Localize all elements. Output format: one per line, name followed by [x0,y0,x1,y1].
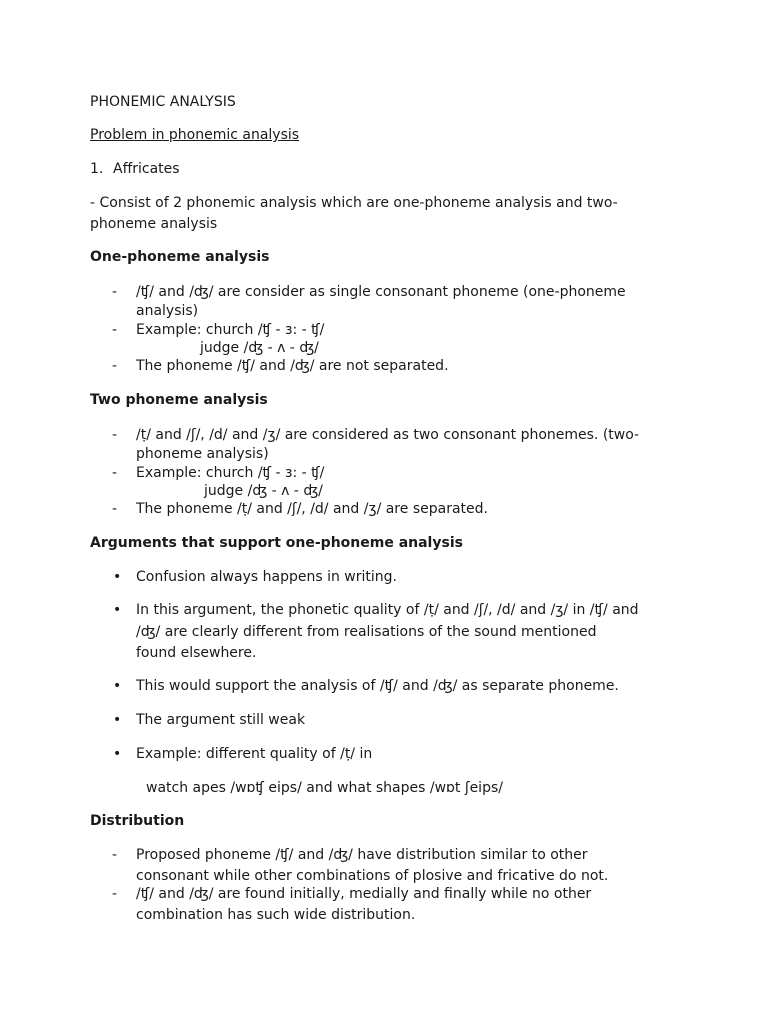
list-item: Example: church /ʧ - ɜ: - ʧ/ [136,465,325,481]
bullet-item-continuation: found elsewhere. [136,645,257,661]
list-dash: - [112,322,118,338]
list-dash: - [112,427,118,443]
list-item: Proposed phoneme /ʧ/ and /ʤ/ have distribution similar to other [136,847,588,863]
list-dash: - [112,465,118,481]
page-title: PHONEMIC ANALYSIS [90,94,236,110]
section-number: 1. [90,161,104,177]
list-item-continuation: combination has such wide distribution. [136,907,416,923]
bullet-item-continuation: /ʤ/ are clearly different from realisations of the sound mentioned [136,624,597,640]
bullet-item: Example: different quality of /ṭ/ in [136,746,373,762]
example-text: watch apes /wɒʧ eips/ and what shapes /wɒt ʃeips/ [146,780,503,796]
list-dash: - [112,847,118,863]
section-heading: Affricates [113,161,180,177]
one-phoneme-heading: One-phoneme analysis [90,249,270,265]
bullet: • [113,569,122,585]
list-dash: - [112,284,118,300]
list-item: The phoneme /ʧ/ and /ʤ/ are not separated. [136,358,449,374]
distribution-heading: Distribution [90,813,185,829]
list-dash: - [112,501,118,517]
list-item-continuation: phoneme analysis) [136,446,269,462]
bullet-item: In this argument, the phonetic quality of /ṭ/ and /ʃ/, /d/ and /ʒ/ in /ʧ/ and [136,602,639,618]
list-item-continuation: judge /ʤ - ʌ - ʤ/ [204,483,323,499]
list-item-continuation: judge /ʤ - ʌ - ʤ/ [200,340,319,356]
list-item-continuation: consonant while other combinations of plosive and fricative do not. [136,868,609,884]
bullet-item: This would support the analysis of /ʧ/ and /ʤ/ as separate phoneme. [136,678,619,694]
bullet-item: Confusion always happens in writing. [136,569,397,585]
bullet: • [113,712,122,728]
list-item: The phoneme /ṭ/ and /ʃ/, /d/ and /ʒ/ are separated. [136,501,488,517]
list-dash: - [112,358,118,374]
list-item-continuation: analysis) [136,303,199,319]
bullet-item: The argument still weak [136,712,306,728]
bullet: • [113,746,122,762]
intro-line-1: - Consist of 2 phonemic analysis which are one-phoneme analysis and two- [90,195,618,211]
arguments-heading: Arguments that support one-phoneme analysis [90,535,463,551]
two-phoneme-heading: Two phoneme analysis [90,392,268,408]
list-dash: - [112,886,118,902]
list-item: /ʧ/ and /ʤ/ are consider as single consonant phoneme (one-phoneme [136,284,626,300]
subtitle: Problem in phonemic analysis [90,127,300,143]
list-item: /ṭ/ and /ʃ/, /d/ and /ʒ/ are considered as two consonant phonemes. (two- [136,427,640,443]
list-item: Example: church /ʧ - ɜ: - ʧ/ [136,322,325,338]
bullet: • [113,602,122,618]
bullet: • [113,678,122,694]
intro-line-2: phoneme analysis [90,216,218,232]
list-item: /ʧ/ and /ʤ/ are found initially, medially and finally while no other [136,886,592,902]
